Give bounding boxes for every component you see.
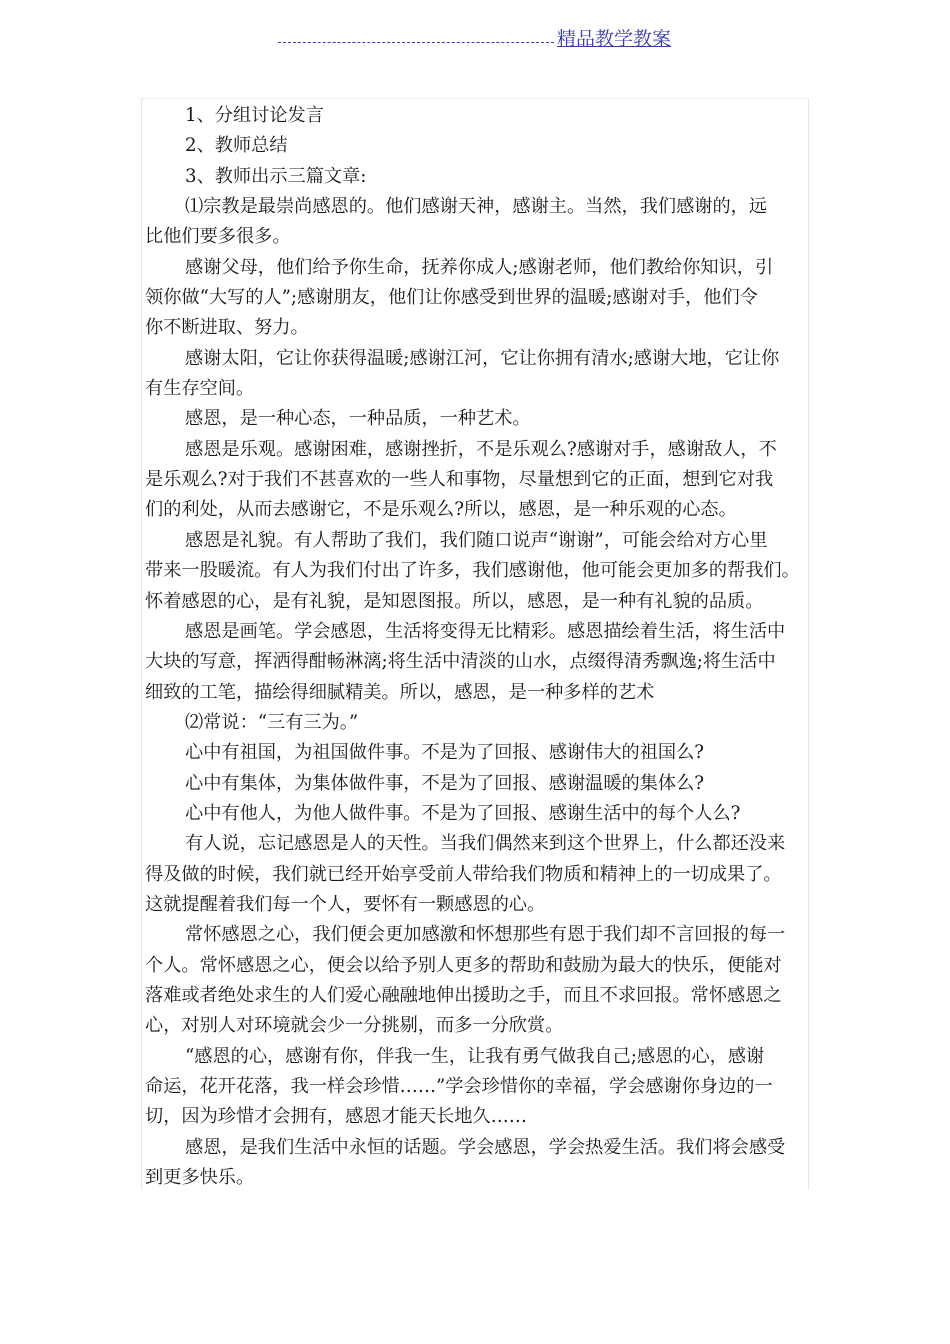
text-lines: [145, 101, 821, 1193]
text-line: ⑵常说：“三有三为。”: [185, 711, 359, 733]
text-line: 感谢父母，他们给予你生命，抚养你成人;感谢老师，他们教给你知识，引: [185, 256, 774, 278]
text-line: 感恩是礼貌。有人帮助了我们，我们随口说声“谢谢”，可能会给对方心里: [185, 529, 768, 551]
text-line: 比他们要多很多。: [145, 226, 291, 248]
text-line: 这就提醒着我们每一个人，要怀有一颗感恩的心。: [145, 893, 546, 915]
text-line: 得及做的时候，我们就已经开始享受前人带给我们物质和精神上的一切成果了。: [145, 863, 782, 885]
text-line: 个人。常怀感恩之心，便会以给予别人更多的帮助和鼓励为最大的快乐，便能对: [145, 954, 782, 976]
text-line: “感恩的心，感谢有你，伴我一生，让我有勇气做我自己;感恩的心，感谢: [185, 1045, 765, 1067]
text-line: 细致的工笔，描绘得细腻精美。所以，感恩，是一种多样的艺术: [145, 681, 655, 703]
text-line: ⑴宗教是最崇尚感恩的。他们感谢天神，感谢主。当然，我们感谢的，远: [185, 196, 768, 218]
text-line: 到更多快乐。: [145, 1167, 255, 1189]
text-line: 2、教师总结: [185, 135, 288, 157]
text-line: 感恩是乐观。感谢困难，感谢挫折，不是乐观么?感谢对手，感谢敌人，不: [185, 438, 777, 460]
text-line: 1、分组讨论发言: [185, 105, 324, 126]
text-line: 3、教师出示三篇文章:: [185, 165, 367, 187]
text-line: 你不断进取、努力。: [145, 317, 309, 339]
text-line: 心中有集体，为集体做件事，不是为了回报、感谢温暖的集体么?: [185, 772, 705, 794]
text-line: 命运，花开花落，我一样会珍惜……”学会珍惜你的幸福，学会感谢你身边的一: [145, 1076, 773, 1097]
document-body: [141, 98, 809, 1190]
text-line: 切，因为珍惜才会拥有，感恩才能天长地久……: [145, 1106, 527, 1128]
page-header: [278, 22, 678, 50]
text-line: 怀着感恩的心，是有礼貌，是知恩图报。所以，感恩，是一种有礼貌的品质。: [145, 590, 764, 612]
text-line: 心中有祖国，为祖国做件事。不是为了回报、感谢伟大的祖国么?: [185, 742, 705, 764]
text-line: 常怀感恩之心，我们便会更加感激和怀想那些有恩于我们却不言回报的每一: [185, 924, 786, 946]
text-line: 感恩是画笔。学会感恩，生活将变得无比精彩。感恩描绘着生活，将生活中: [185, 620, 786, 642]
text-line: 大块的写意，挥洒得酣畅淋漓;将生活中清淡的山水，点缀得清秀飘逸;将生活中: [145, 651, 776, 673]
text-line: 有人说，忘记感恩是人的天性。当我们偶然来到这个世界上，什么都还没来: [185, 833, 786, 855]
text-line: 心中有他人，为他人做件事。不是为了回报、感谢生活中的每个人么?: [185, 802, 741, 824]
header-dashed-rule: [278, 42, 554, 43]
text-line: 带来一股暖流。有人为我们付出了许多，我们感谢他，他可能会更加多的帮我们。: [145, 560, 800, 582]
text-line: 是乐观么?对于我们不甚喜欢的一些人和事物，尽量想到它的正面，想到它对我: [145, 469, 774, 491]
text-line: 们的利处，从而去感谢它，不是乐观么?所以，感恩，是一种乐观的心态。: [145, 499, 737, 521]
text-line: 领你做“大写的人”;感谢朋友，他们让你感受到世界的温暖;感谢对手，他们令: [145, 287, 758, 309]
text-line: 落难或者绝处求生的人们爱心融融地伸出援助之手，而且不求回报。常怀感恩之: [145, 984, 782, 1006]
text-line: 感恩，是我们生活中永恒的话题。学会感恩，学会热爱生活。我们将会感受: [185, 1136, 786, 1158]
text-line: 有生存空间。: [145, 378, 255, 400]
text-line: 心，对别人对环境就会少一分挑剔，而多一分欣赏。: [145, 1015, 564, 1037]
text-line: 感谢太阳，它让你获得温暖;感谢江河，它让你拥有清水;感谢大地，它让你: [185, 347, 780, 369]
text-line: 感恩，是一种心态，一种品质，一种艺术。: [185, 408, 531, 430]
header-title: 精品教学教案: [557, 28, 672, 50]
